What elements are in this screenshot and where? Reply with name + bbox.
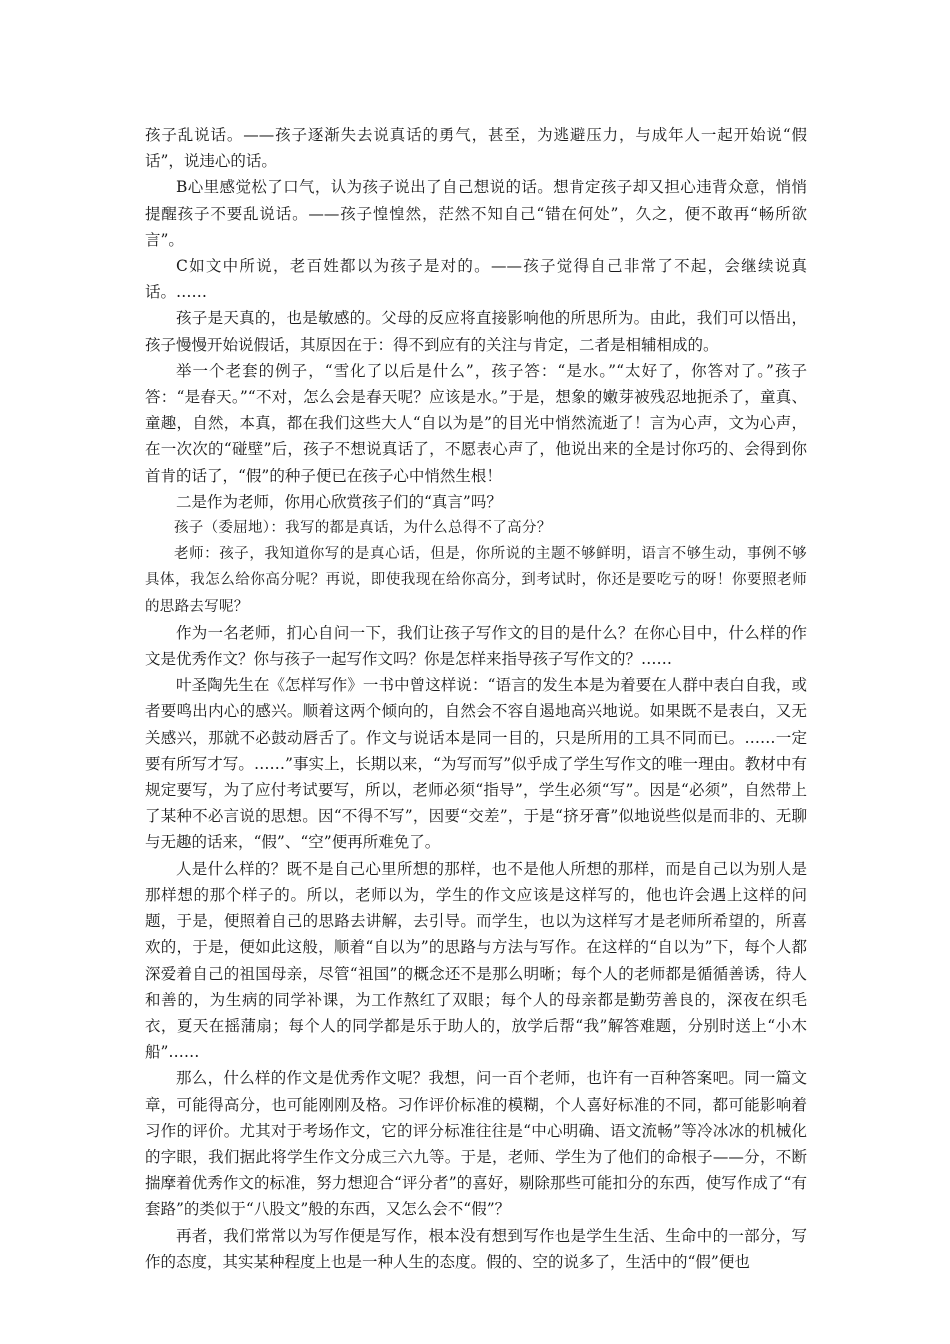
paragraph-child-sensitive: 孩子是天真的，也是敏感的。父母的反应将直接影响他的所思所为。由此，我们可以悟出，孩子慢慢开始说假话，其原因在于：得不到应有的关注与肯定，二者是相辅相成的。: [145, 309, 807, 354]
paragraph-excellent-essay: 那么，什么样的作文是优秀作文呢？我想，问一百个老师，也许有一百种答案吧。同一篇文章，可能得高分，也可能刚刚及格。习作评价标准的模糊，个人喜好标准的不同，都可能影响着习作的评价。尤其对于考场作文，它的评分标准往往是“中心明确、语文流畅”等冷冰冰的机械化的字眼，我们据此将学生作文分成三六九等。于是，老师、学生为了他们的命根子——分，不断揣摩着优秀作文的标准，努力想迎合“评分者”的喜好，剔除那些可能扣分的东西，使写作成了“有套路”的类似于“八股文”般的东西，又怎么会不“假”？: [145, 1069, 807, 1219]
paragraph-option-c: C如文中所说，老百姓都以为孩子是对的。——孩子觉得自己非常了不起，会继续说真话。……: [145, 257, 807, 302]
paragraph-what-people-are: 人是什么样的？既不是自己心里所想的那样，也不是他人所想的那样，而是自己以为别人是那样想的那个样子的。所以，老师以为，学生的作文应该是这样写的，他也许会遇上这样的问题，于是，便照着自己的思路去讲解，去引导。而学生，也以为这样写才是老师所希望的，所喜欢的，于是，便如此这般，顺着“自以为”的思路与方法与写作。在这样的“自以为”下，每个人都深爱着自己的祖国母亲，尽管“祖国”的概念还不是那么明晰；每个人的老师都是循循善诱，待人和善的，为生病的同学补课，为工作熬红了双眼；每个人的母亲都是勤劳善良的，深夜在织毛衣，夏天在摇蒲扇；每个人的同学都是乐于助人的，放学后帮“我”解答难题，分别时送上“小木船”……: [145, 859, 807, 1062]
paragraph-self-reflection: 作为一名老师，扪心自问一下，我们让孩子写作文的目的是什么？在你心目中，什么样的作文是优秀作文？你与孩子一起写作文吗？你是怎样来指导孩子写作文的？……: [145, 623, 807, 669]
paragraph-ye-shengtao-quote: 叶圣陶先生在《怎样写作》一书中曾这样说：“语言的发生本是为着要在人群中表白自我，或者要鸣出内心的感兴。顺着这两个倾向的，自然会不容自遏地高兴地说。如果既不是表白，又无关感兴，那就不必鼓动唇舌了。作文与说话本是同一目的，只是所用的工具不同而已。……一定要有所写才写。……”事实上，长期以来，“为写而写”似乎成了学生写作文的唯一理由。教材中有规定要写，为了应付考试要写，所以，老师必须“指导”，学生必须“写”。因是“必须”，自然带上了某种不必言说的思想。因“不得不写”，因要“交差”，于是“挤牙膏”似地说些似是而非的、无聊与无趣的话来，“假”、“空”便再所难免了。: [145, 676, 807, 852]
paragraph-snow-example: 举一个老套的例子，“雪化了以后是什么”，孩子答：“是水。”“太好了，你答对了。”孩子答：“是春天。”“不对，怎么会是春天呢？应该是水。”于是，想象的嫩芽被残忍地扼杀了，童真、童趣，自然，本真，都在我们这些大人“自以为是”的目光中悄然流逝了！言为心声，文为心声，在一次次的“碰壁”后，孩子不想说真话了，不愿表心声了，他说出来的全是讨你巧的、会得到你首肯的话了，“假”的种子便已在孩子心中悄然生根！: [145, 361, 807, 485]
paragraph-writing-attitude: 再者，我们常常以为写作便是写作，根本没有想到写作也是学生生活、生命中的一部分，写作的态度，其实某种程度上也是一种人生的态度。假的、空的说多了，生活中的“假”便也: [145, 1226, 807, 1271]
paragraph-1: 孩子乱说话。——孩子逐渐失去说真话的勇气，甚至，为逃避压力，与成年人一起开始说“假话”，说违心的话。: [145, 126, 807, 171]
paragraph-option-b: B心里感觉松了口气，认为孩子说出了自己想说的话。想肯定孩子却又担心违背众意，悄悄提醒孩子不要乱说话。——孩子惶惶然，茫然不知自己“错在何处”，久之，便不敢再“畅所欲言”。: [145, 178, 807, 249]
dialog-teacher: 老师：孩子，我知道你写的是真心话，但是，你所说的主题不够鲜明，语言不够生动，事例不够具体，我怎么给你高分呢？再说，即使我现在给你高分，到考试时，你还是要吃亏的呀！你要照老师的思路去写呢？: [145, 546, 807, 615]
document-page: [145, 122, 807, 1275]
paragraph-teacher-question: 二是作为老师，你用心欣赏孩子们的“真言”吗？: [176, 492, 502, 511]
dialog-child: 孩子（委屈地）：我写的都是真话，为什么总得不了高分？: [174, 520, 552, 537]
